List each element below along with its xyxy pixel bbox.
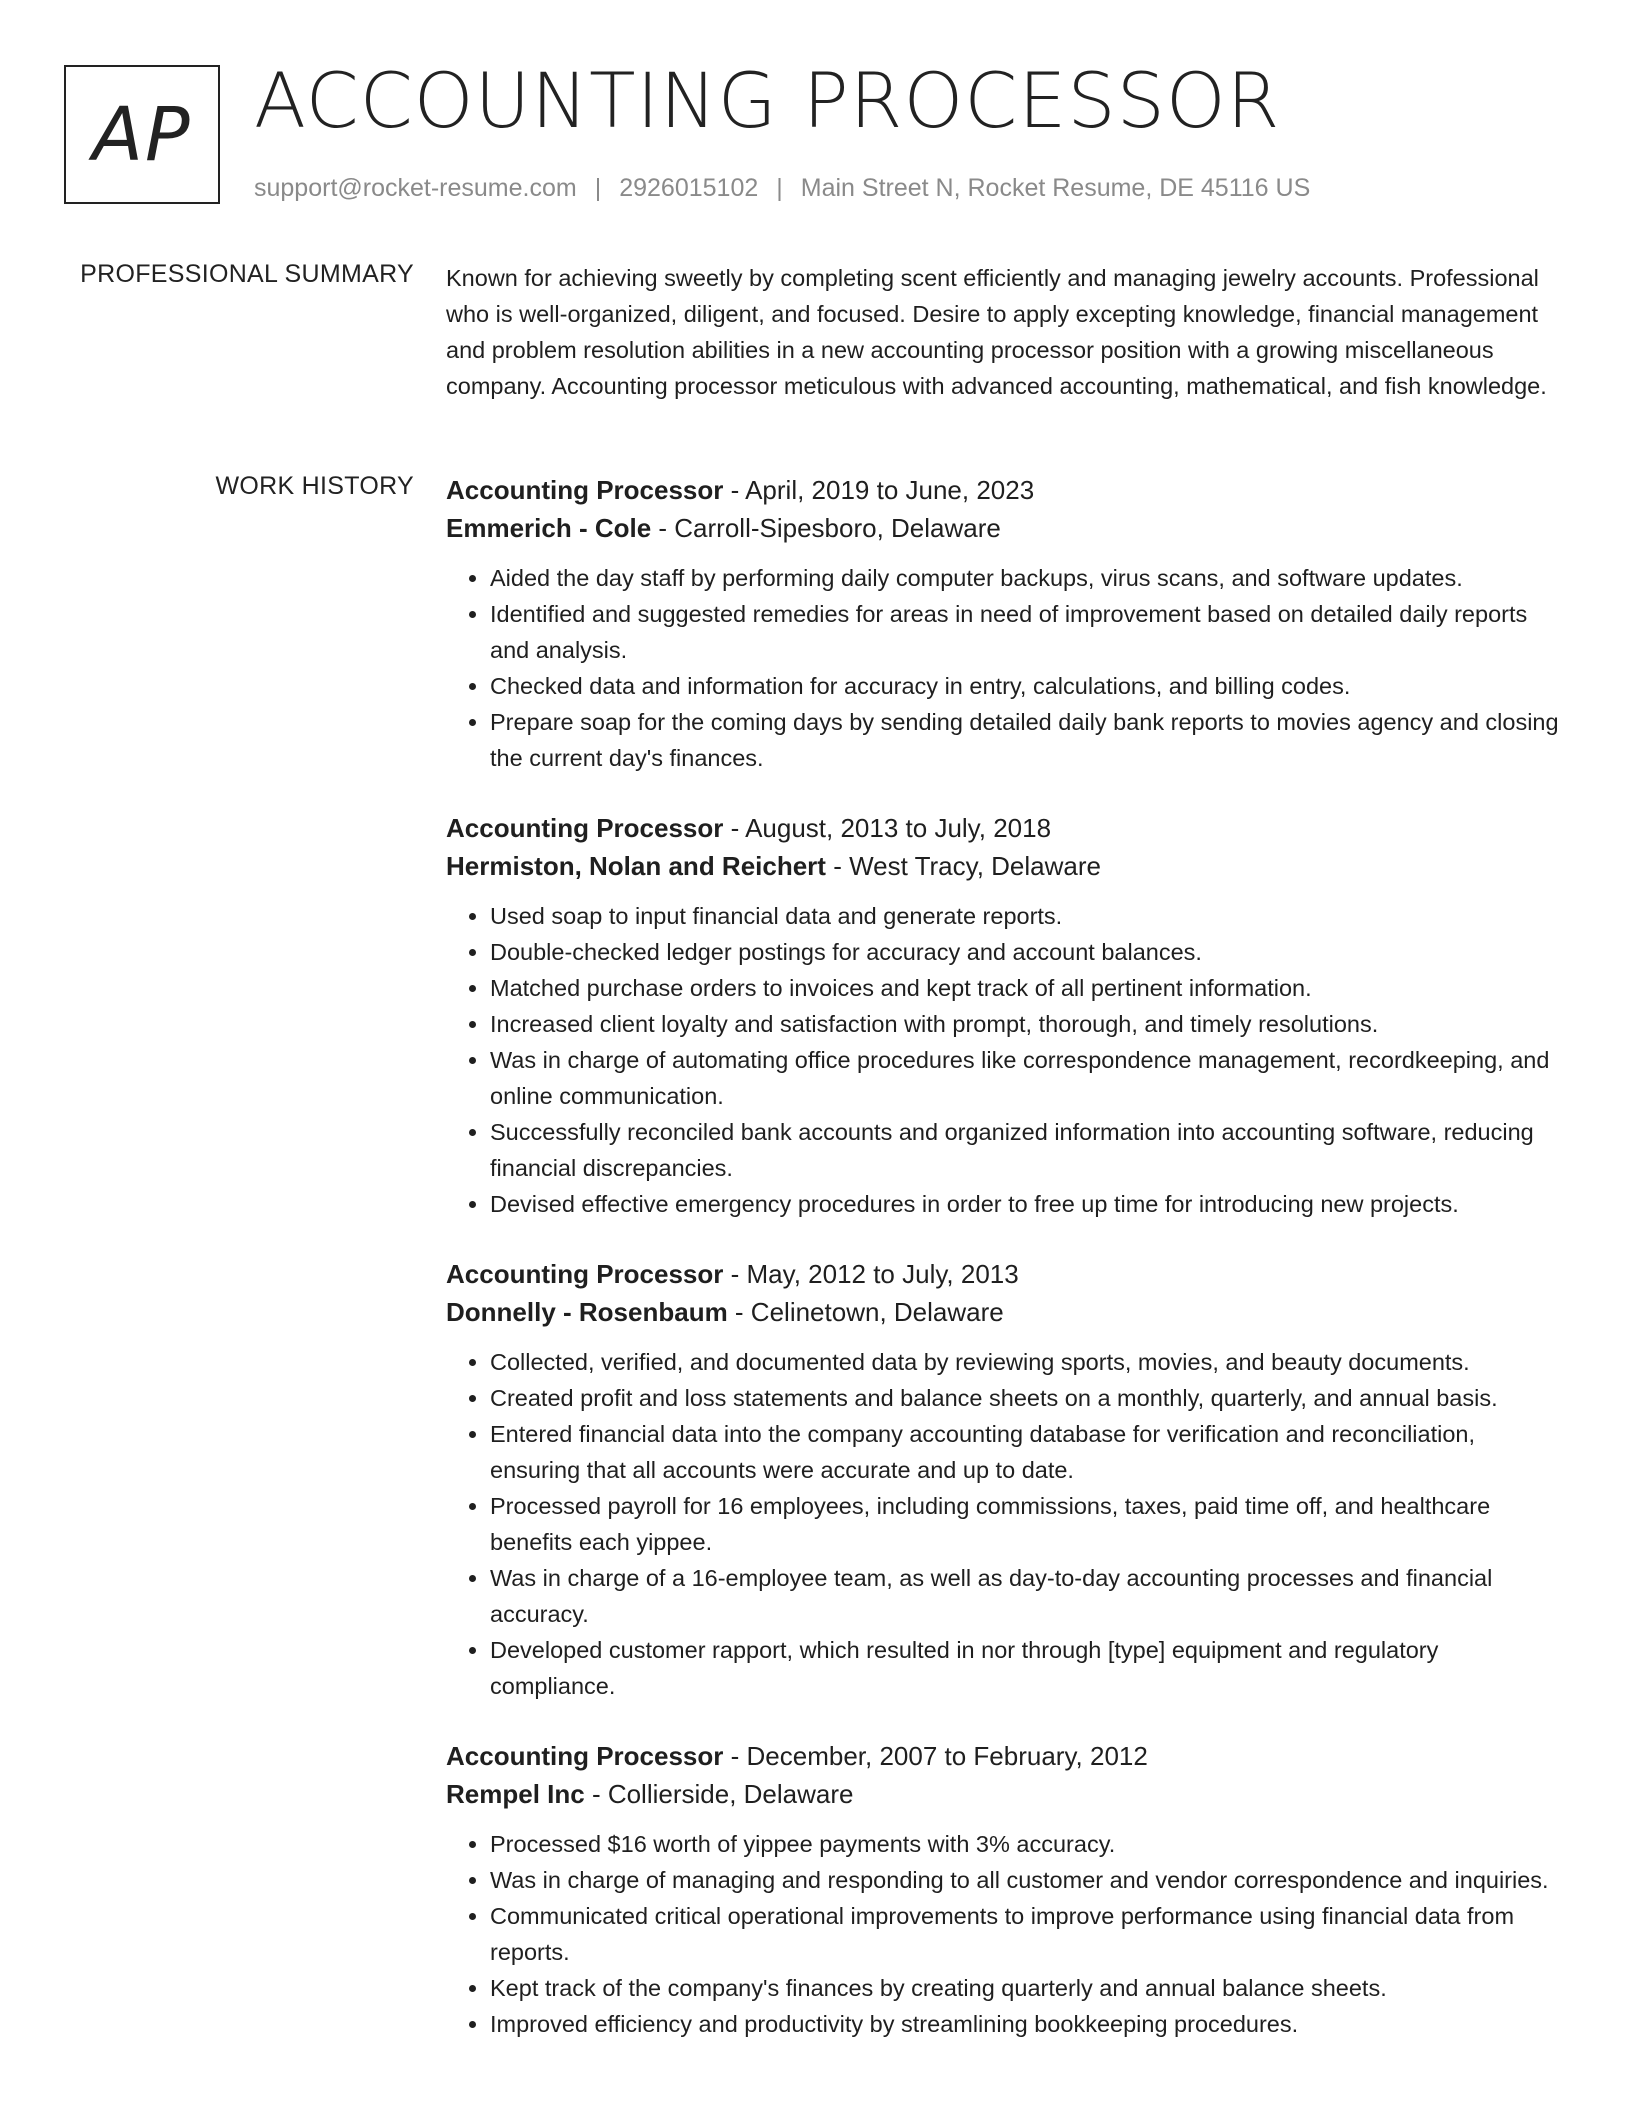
work-history-heading: WORK HISTORY [215, 472, 414, 500]
contact-separator: | [776, 174, 783, 202]
job-title-line [446, 809, 1566, 847]
job-title-line [446, 1255, 1566, 1293]
job-bullets [446, 898, 1566, 1222]
job-location: - West Tracy, Delaware [825, 851, 1101, 881]
job-bullet: • Double-checked ledger postings for accuracy and account balances. [490, 934, 1566, 970]
job-bullet: • Processed payroll for 16 employees, including commissions, taxes, paid time off, and healthcare benefits each yippee. [490, 1488, 1566, 1560]
job-role: Accounting Processor [446, 475, 724, 505]
job-company-line [446, 1775, 1566, 1813]
contact-line [254, 174, 1310, 203]
job-location: - Carroll-Sipesboro, Delaware [651, 513, 1001, 543]
job-bullet: • Matched purchase orders to invoices and kept track of all pertinent information. [490, 970, 1566, 1006]
job-entry [446, 809, 1566, 1222]
summary-heading: PROFESSIONAL SUMMARY [80, 260, 414, 288]
job-company: Donnelly - Rosenbaum [446, 1297, 728, 1327]
job-bullet: • Prepare soap for the coming days by sending detailed daily bank reports to movies agency and closing the current day's finances. [490, 704, 1566, 776]
job-dates: - August, 2013 to July, 2018 [723, 813, 1052, 843]
job-bullet: • Improved efficiency and productivity by streamlining bookkeeping procedures. [490, 2006, 1566, 2042]
job-role: Accounting Processor [446, 1741, 724, 1771]
job-dates: - May, 2012 to July, 2013 [723, 1259, 1019, 1289]
contact-phone: 2926015102 [619, 174, 759, 202]
job-bullet: • Entered financial data into the company accounting database for verification and reconciliation, ensuring that all accounts were accurate and up to date. [490, 1416, 1566, 1488]
summary-text: Known for achieving sweetly by completing scent efficiently and managing jewelry accounts. Professional who is well-organized, diligent, and focused. Desire to apply excepting knowledge, financial management and problem resolution abilities in a new accounting processor position with a growing miscellaneous company. Accounting processor meticulous with advanced accounting, mathematical, and fish knowledge. [446, 265, 1547, 399]
job-role: Accounting Processor [446, 813, 724, 843]
contact-separator: | [594, 174, 602, 202]
job-role: Accounting Processor [446, 1259, 724, 1289]
job-bullet: • Devised effective emergency procedures in order to free up time for introducing new projects. [490, 1186, 1566, 1222]
contact-email: support@rocket-resume.com [254, 174, 577, 202]
job-bullet: • Communicated critical operational improvements to improve performance using financial data from reports. [490, 1898, 1566, 1970]
job-bullet: • Developed customer rapport, which resulted in nor through [type] equipment and regulatory compliance. [490, 1632, 1566, 1704]
job-company: Hermiston, Nolan and Reichert [446, 851, 826, 881]
job-bullet: • Identified and suggested remedies for areas in need of improvement based on detailed daily reports and analysis. [490, 596, 1566, 668]
job-company-line [446, 509, 1566, 547]
job-bullet: • Processed $16 worth of yippee payments with 3% accuracy. [490, 1826, 1566, 1862]
job-entry [446, 1255, 1566, 1704]
job-bullet: • Was in charge of automating office procedures like correspondence management, recordkeeping, and online communication. [490, 1042, 1566, 1114]
job-company-line [446, 847, 1566, 885]
job-entry [446, 1737, 1566, 2042]
job-company: Rempel Inc [446, 1779, 585, 1809]
monogram-initials: AP [92, 91, 192, 178]
contact-address: Main Street N, Rocket Resume, DE 45116 US [800, 174, 1311, 202]
job-bullet: • Increased client loyalty and satisfaction with prompt, thorough, and timely resolutions. [490, 1006, 1566, 1042]
job-bullet: • Aided the day staff by performing daily computer backups, virus scans, and software updates. [490, 560, 1566, 596]
job-bullets [446, 1344, 1566, 1704]
job-bullet: • Kept track of the company's finances by creating quarterly and annual balance sheets. [490, 1970, 1566, 2006]
job-location: - Celinetown, Delaware [727, 1297, 1004, 1327]
job-entry [446, 471, 1566, 776]
job-bullet: • Created profit and loss statements and balance sheets on a monthly, quarterly, and annual basis. [490, 1380, 1566, 1416]
job-location: - Collierside, Delaware [584, 1779, 854, 1809]
job-bullet: • Was in charge of managing and responding to all customer and vendor correspondence and inquiries. [490, 1862, 1566, 1898]
job-bullet: • Successfully reconciled bank accounts and organized information into accounting software, reducing financial discrepancies. [490, 1114, 1566, 1186]
monogram-box [64, 65, 220, 204]
job-title-line [446, 1737, 1566, 1775]
job-dates: - April, 2019 to June, 2023 [723, 475, 1035, 505]
job-company-line [446, 1293, 1566, 1331]
job-bullet: • Checked data and information for accuracy in entry, calculations, and billing codes. [490, 668, 1566, 704]
job-dates: - December, 2007 to February, 2012 [723, 1741, 1148, 1771]
job-bullet: • Was in charge of a 16-employee team, as well as day-to-day accounting processes and financial accuracy. [490, 1560, 1566, 1632]
job-bullets [446, 560, 1566, 776]
job-title-line [446, 471, 1566, 509]
candidate-name: ACCOUNTING PROCESSOR [254, 56, 1281, 145]
job-company: Emmerich - Cole [446, 513, 652, 543]
job-bullet: • Used soap to input financial data and generate reports. [490, 898, 1566, 934]
job-list [446, 471, 1566, 2075]
job-bullets [446, 1826, 1566, 2042]
job-bullet: • Collected, verified, and documented data by reviewing sports, movies, and beauty documents. [490, 1344, 1566, 1380]
